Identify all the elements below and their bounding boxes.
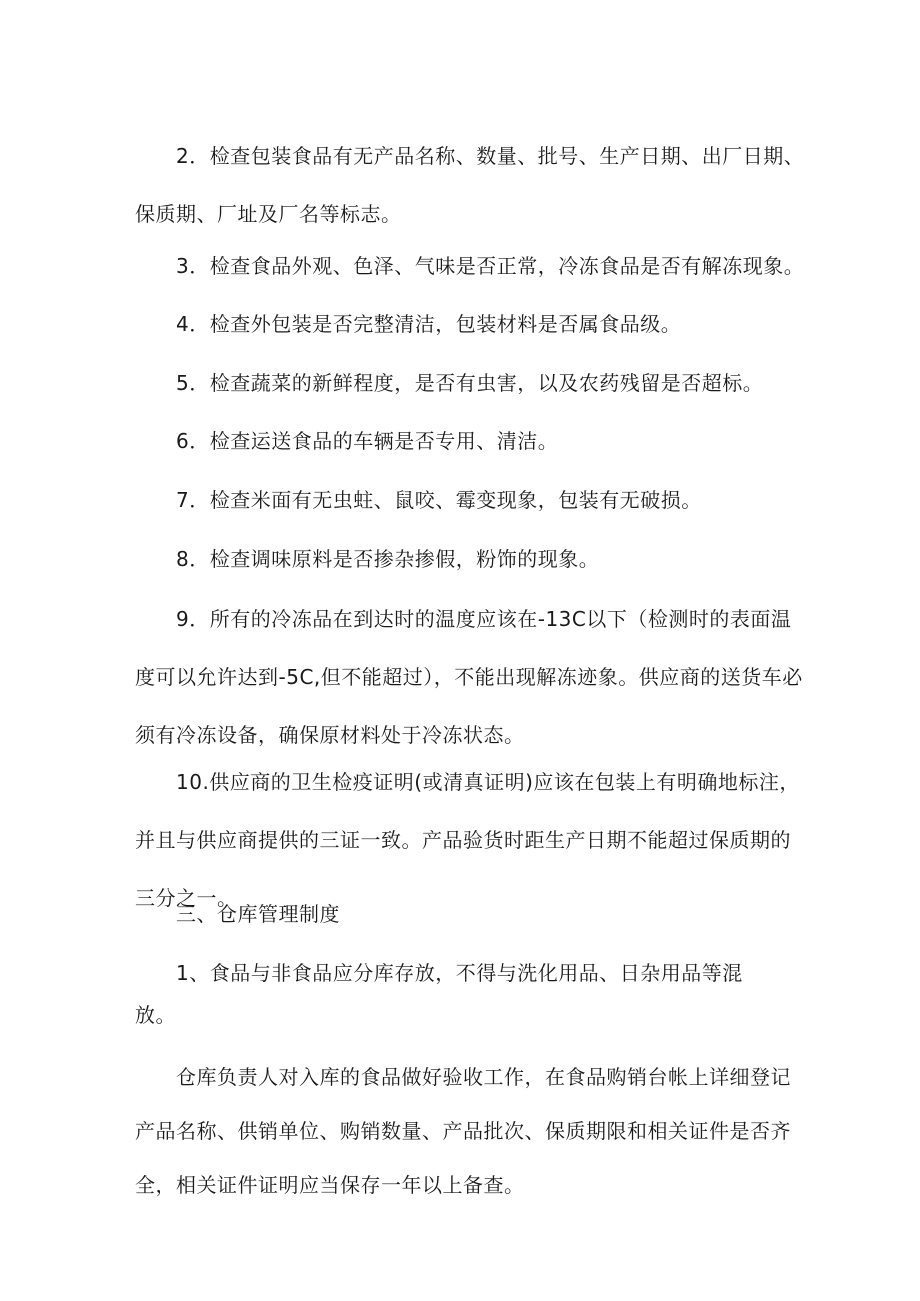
inspection-item-9: 9．所有的冷冻品在到达时的温度应该在-13C以下（检测时的表面温度可以允许达到-5C,但不能超过），不能出现解冻迹象。供应商的送货车必须有冷冻设备，确保原材料处于冷冻状态。 bbox=[135, 607, 803, 747]
section-heading: 三、仓库管理制度 bbox=[176, 902, 340, 926]
inspection-item-4: 4．检查外包装是否完整清洁，包装材料是否属食品级。 bbox=[176, 312, 682, 336]
inspection-item-6: 6．检查运送食品的车辆是否专用、清洁。 bbox=[176, 429, 559, 453]
inspection-item-10: 10.供应商的卫生检疫证明(或清真证明)应该在包装上有明确地标注，并且与供应商提供的三证一致。产品验货时距生产日期不能超过保质期的三分之一。 bbox=[135, 770, 800, 910]
inspection-item-5: 5．检查蔬菜的新鲜程度，是否有虫害，以及农药残留是否超标。 bbox=[176, 371, 764, 395]
inspection-item-2: 2．检查包装食品有无产品名称、数量、批号、生产日期、出厂日期、保质期、厂址及厂名等标志。 bbox=[135, 144, 805, 226]
warehouse-rule-2: 仓库负责人对入库的食品做好验收工作，在食品购销台帐上详细登记产品名称、供销单位、购销数量、产品批次、保质期限和相关证件是否齐全，相关证件证明应当保存一年以上备查。 bbox=[135, 1065, 791, 1197]
inspection-item-7: 7．检查米面有无虫蛀、鼠咬、霉变现象，包装有无破损。 bbox=[176, 488, 702, 512]
warehouse-rule-1: 1、食品与非食品应分库存放，不得与洗化用品、日杂用品等混放。 bbox=[135, 961, 743, 1027]
inspection-item-8: 8．检查调味原料是否掺杂掺假，粉饰的现象。 bbox=[176, 547, 600, 571]
inspection-item-3: 3．检查食品外观、色泽、气味是否正常，冷冻食品是否有解冻现象。 bbox=[176, 254, 805, 278]
